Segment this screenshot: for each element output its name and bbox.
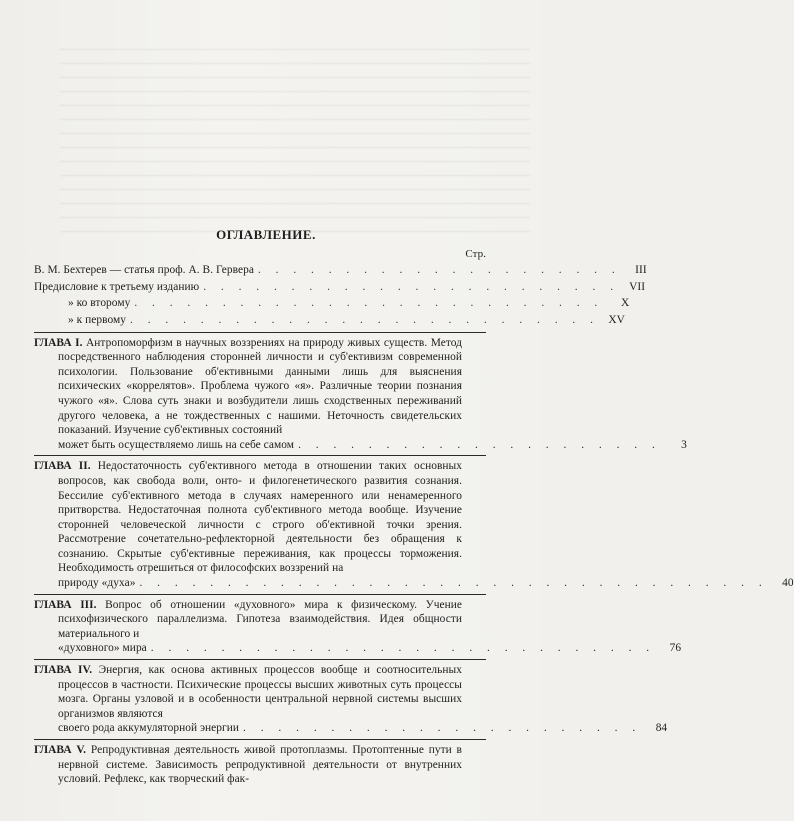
page-column-header: Стр.: [465, 247, 486, 260]
chapter-last-line: [34, 721, 668, 736]
chapter-text: Энергия, как основа активных процессов вообще и соотносительных процессов в частности. Психические процессы высших животных суть процессы мозга. Органы узловой и в особенности центральной нервной системы высших организмов являются: [58, 664, 463, 720]
leader-dots: . . . . . . . . . . . . . . . . . . . . . . . . . . . . . . . . . . . .: [139, 577, 768, 590]
chapter-summary: [34, 743, 486, 787]
toc-entry-label: Предисловие к третьему изданию: [34, 280, 200, 293]
chapter-text: Вопрос об отношении «духовного» мира к физическому. Учение психофизического параллелизма. Гипотеза взаимодействия. Идея общности материального и: [58, 598, 462, 640]
toc-entry-label: В. М. Бехтерев — статья проф. А. В. Гервера: [34, 264, 254, 277]
toc-entry[interactable]: [34, 263, 647, 278]
toc-entry-page: X: [621, 297, 630, 310]
leader-dots: . . . . . . . . . . . . . . . . . . . . . . . .: [203, 280, 620, 293]
toc-entry-label: » ко второму: [68, 297, 131, 310]
chapter-page: 76: [669, 642, 682, 655]
leader-dots: . . . . . . . . . . . . . . . . . . . . . . .: [243, 722, 642, 735]
chapter-page: 3: [681, 438, 687, 451]
toc-entry[interactable]: [34, 296, 630, 311]
leader-dots: . . . . . . . . . . . . . . . . . . . . . . . . . . .: [134, 297, 604, 310]
chapter-text: Антропоморфизм в научных воззрениях на природу живых существ. Метод посредственного наблюдения сторонней личности и суб'ективизм современной психологии. Пользование об'ективными данными лишь для выяснения психических «коррелятов». Проблема чужого «я». Различные теории познания чужого «я». Слова суть знаки и возбудители лишь сходственных переживаний другого человека, а не тождественных с нашими. Неточность свидетельских показаний. Изучение суб'ективных состояний: [58, 336, 463, 437]
chapter-heading: ГЛАВА V.: [34, 744, 87, 756]
toc-entry-page: III: [635, 264, 647, 277]
chapter-text: Репродуктивная деятельность живой протоплазмы. Протоптенные пути в нервной системе. Зависимость репродуктивной деятельности от внутренних условий. Рефлекс, как творческий фак-: [58, 744, 462, 786]
leader-dots: . . . . . . . . . . . . . . . . . . . . .: [257, 264, 621, 277]
prelim-list: [34, 263, 647, 327]
chapter-heading: ГЛАВА II.: [34, 460, 91, 473]
chapter-last-text: природу «духа»: [58, 577, 136, 590]
chapter-summary: [34, 598, 486, 642]
chapter-heading: ГЛАВА III.: [34, 598, 97, 611]
chapter-last-text: может быть осуществляемо лишь на себе самом: [58, 438, 295, 451]
chapter-entry[interactable]: [34, 659, 668, 736]
chapter-entry[interactable]: [34, 739, 486, 787]
chapter-last-line: [34, 438, 687, 453]
chapter-text: Недостаточность суб'ективного метода в отношении таких основных вопросов, как свобода воли, онто- и филогенетического развития сознания. Бессилие суб'ективного метода в случаях намеренного или ненамеренного притворства. Недостаточная полнота суб'ективного метода вообще. Изучение сторонней человеческой личности с строго об'ективной точки зрения. Рассмотрение сочетательно-рефлекторной деятельности без обращения к сознанию. Скрытые суб'ективные переживания, как процессы торможения. Необходимость отрешиться от философских воззрений на: [58, 460, 462, 575]
chapter-page: 84: [655, 722, 668, 735]
chapter-summary: [34, 336, 486, 438]
chapter-last-line: [34, 576, 794, 591]
leader-dots: . . . . . . . . . . . . . . . . . . . . . . . . . . .: [130, 313, 599, 326]
table-of-contents: [34, 227, 794, 787]
toc-entry-label: » к первому: [68, 313, 127, 326]
chapter-summary: [34, 663, 486, 721]
chapter-entry[interactable]: [34, 455, 794, 590]
chapter-page: 40: [782, 577, 794, 590]
leader-dots: . . . . . . . . . . . . . . . . . . . . .: [298, 438, 661, 451]
toc-entry-page: VII: [629, 280, 646, 293]
leader-dots: . . . . . . . . . . . . . . . . . . . . . . . . . . . . .: [150, 642, 656, 655]
chapter-last-text: своего рода аккумуляторной энергии: [58, 722, 240, 735]
bleed-through-text: [60, 40, 530, 240]
toc-entry[interactable]: [34, 280, 646, 295]
toc-entry-page: XV: [608, 313, 625, 326]
chapter-summary: [34, 459, 486, 576]
chapter-last-line: [34, 641, 682, 656]
chapter-heading: ГЛАВА IV.: [34, 664, 93, 677]
chapter-last-text: «духовного» мира: [58, 642, 147, 655]
chapter-heading: ГЛАВА I.: [34, 336, 83, 349]
toc-title: ОГЛАВЛЕНИЕ.: [216, 227, 316, 242]
chapter-entry[interactable]: [34, 594, 682, 656]
toc-entry[interactable]: [34, 313, 625, 328]
chapter-entry[interactable]: [34, 332, 687, 453]
